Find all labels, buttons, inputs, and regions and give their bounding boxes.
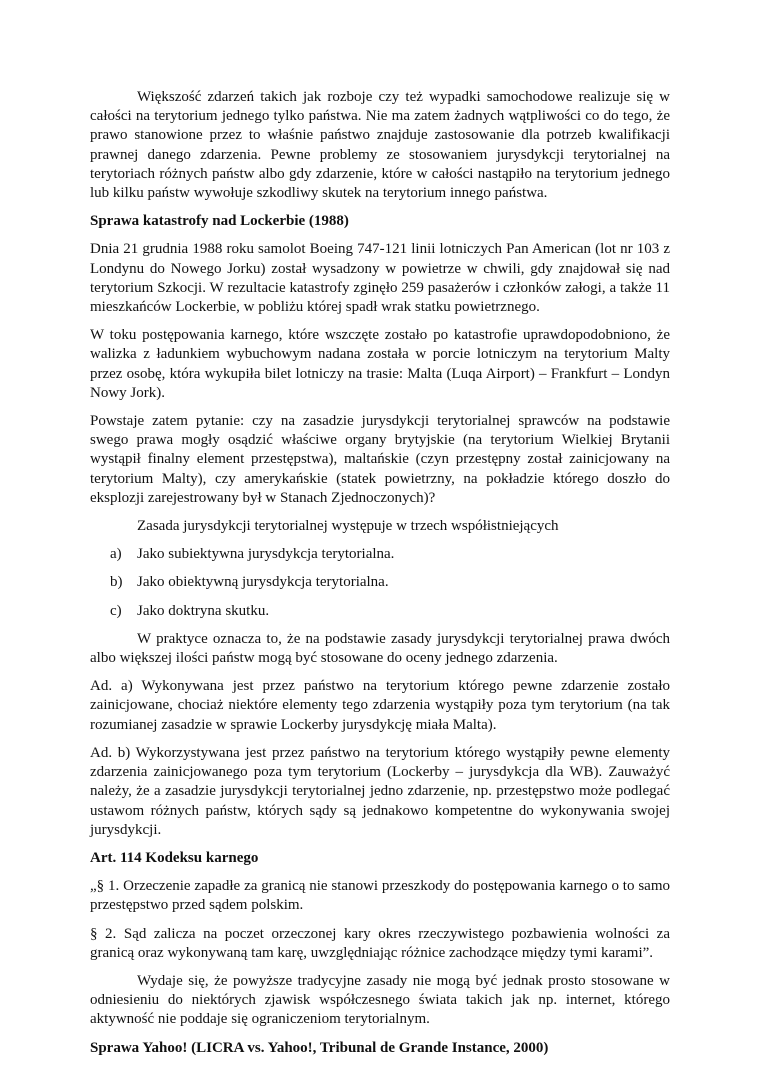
paragraph-lockerbie-facts: Dnia 21 grudnia 1988 roku samolot Boeing 747-121 linii lotniczych Pan American (lot nr 103 z Londynu do Nowego Jorku) został wysadzony w powietrze w chwili, gdy znajdował się nad terytorium Szkocji. W rezultacie katastrofy zginęło 259 pasażerów i członków załogi, a także 11 mieszkańców Lockerbie, w pobliżu której spadł wrak statku powietrznego. — [90, 241, 670, 316]
paragraph-ad-b: Ad. b) Wykorzystywana jest przez państwo na terytorium którego wystąpiły pewne elementy zdarzenia zainicjowanego poza tym terytorium (Lockerby – jurysdykcja dla WB). Zauważyć należy, że a zasadzie jurysdykcji terytorialnej jedno zdarzenie, np. przestępstwo może podlegać ustawom różnych państw, których sądy są jednakowo kompetentne do wykonywania swojej jurysdykcji. — [90, 744, 670, 838]
list-marker: c) — [110, 602, 122, 619]
heading-yahoo: Sprawa Yahoo! (LICRA vs. Yahoo!, Tribunal de Grande Instance, 2000) — [90, 1039, 549, 1056]
paragraph-section-1: „§ 1. Orzeczenie zapadłe za granicą nie stanowi przeszkody do postępowania karnego o to samo przestępstwo przed sądem polskim. — [90, 878, 670, 914]
paragraph-internet: Wydaje się, że powyższe tradycyjne zasady nie mogą być jednak prosto stosowane w odniesieniu do niektórych zjawisk współczesnego świata takich jak np. internet, którego aktywność nie poddaje się ograniczeniom terytorialnym. — [90, 972, 670, 1028]
document-page — [90, 88, 670, 1067]
paragraph-proceedings: W toku postępowania karnego, które wszczęte zostało po katastrofie uprawdopodobniono, że walizka z ładunkiem wybuchowym nadana została w porcie lotniczym na terytorium Malty przez osobę, która wykupiła bilet lotniczy na trasie: Malta (Luqa Airport) – Frankfurt – Londyn Nowy Jork). — [90, 327, 670, 401]
paragraph-section-2: § 2. Sąd zalicza na poczet orzeczonej kary okres rzeczywistego pozbawienia wolności za granicą oraz wykonywaną tam karę, uwzględniając różnice zachodzące między tymi karami”. — [90, 925, 670, 961]
paragraph-question: Powstaje zatem pytanie: czy na zasadzie jurysdykcji terytorialnej sprawców na podstawie swego prawa mogły osądzić właściwe organy brytyjskie (na terytorium Wielkiej Brytanii wystąpił finalny element przestępstwa), maltańskie (czyn przestępny został zainicjowany na terytorium Malty), czy amerykańskie (statek powietrzny, na pokładzie którego doszło do eksplozji zarejestrowany był w Stanach Zjednoczonych)? — [90, 413, 670, 506]
heading-art-114: Art. 114 Kodeksu karnego — [90, 849, 259, 866]
list-item — [90, 545, 670, 564]
paragraph-practice: W praktyce oznacza to, że na podstawie zasady jurysdykcji terytorialnej prawa dwóch albo większej ilości państw mogą być stosowane do oceny jednego zdarzenia. — [90, 630, 670, 667]
list-item — [90, 573, 670, 592]
list-text: Jako doktryna skutku. — [137, 602, 270, 619]
paragraph-intro: Większość zdarzeń takich jak rozboje czy też wypadki samochodowe realizuje się w całości na terytorium jednego tylko państwa. Nie ma zatem żadnych wątpliwości co do tego, że prawo stanowione przez to właśnie państwo znajduje zastosowanie dla potrzeb kwalifikacji prawnej danego zdarzenia. Pewne problemy ze stosowaniem jurysdykcji terytorialnej na terytoriach różnych państw albo gdy zdarzenie, które w całości nastąpiło na terytorium jednego lub kilku państw wywołuje szkodliwy skutek na terytorium innego państwa. — [90, 89, 670, 202]
paragraph-ad-a: Ad. a) Wykonywana jest przez państwo na terytorium którego pewne zdarzenie zostało zainicjowane, chociaż niektóre elementy tego zdarzenia wystąpiły poza tym terytorium (na tak rozumianej zasadzie w sprawie Lockerby jurysdykcję miała Malta). — [90, 678, 670, 733]
paragraph-principle: Zasada jurysdykcji terytorialnej występuje w trzech współistniejących — [137, 518, 559, 535]
list-text: Jako obiektywną jurysdykcja terytorialna. — [137, 574, 389, 591]
list-item — [90, 602, 670, 621]
heading-lockerbie: Sprawa katastrofy nad Lockerbie (1988) — [90, 213, 349, 230]
list-text: Jako subiektywna jurysdykcja terytorialna. — [137, 546, 395, 563]
list-marker: b) — [110, 574, 123, 591]
list-marker: a) — [110, 546, 122, 563]
